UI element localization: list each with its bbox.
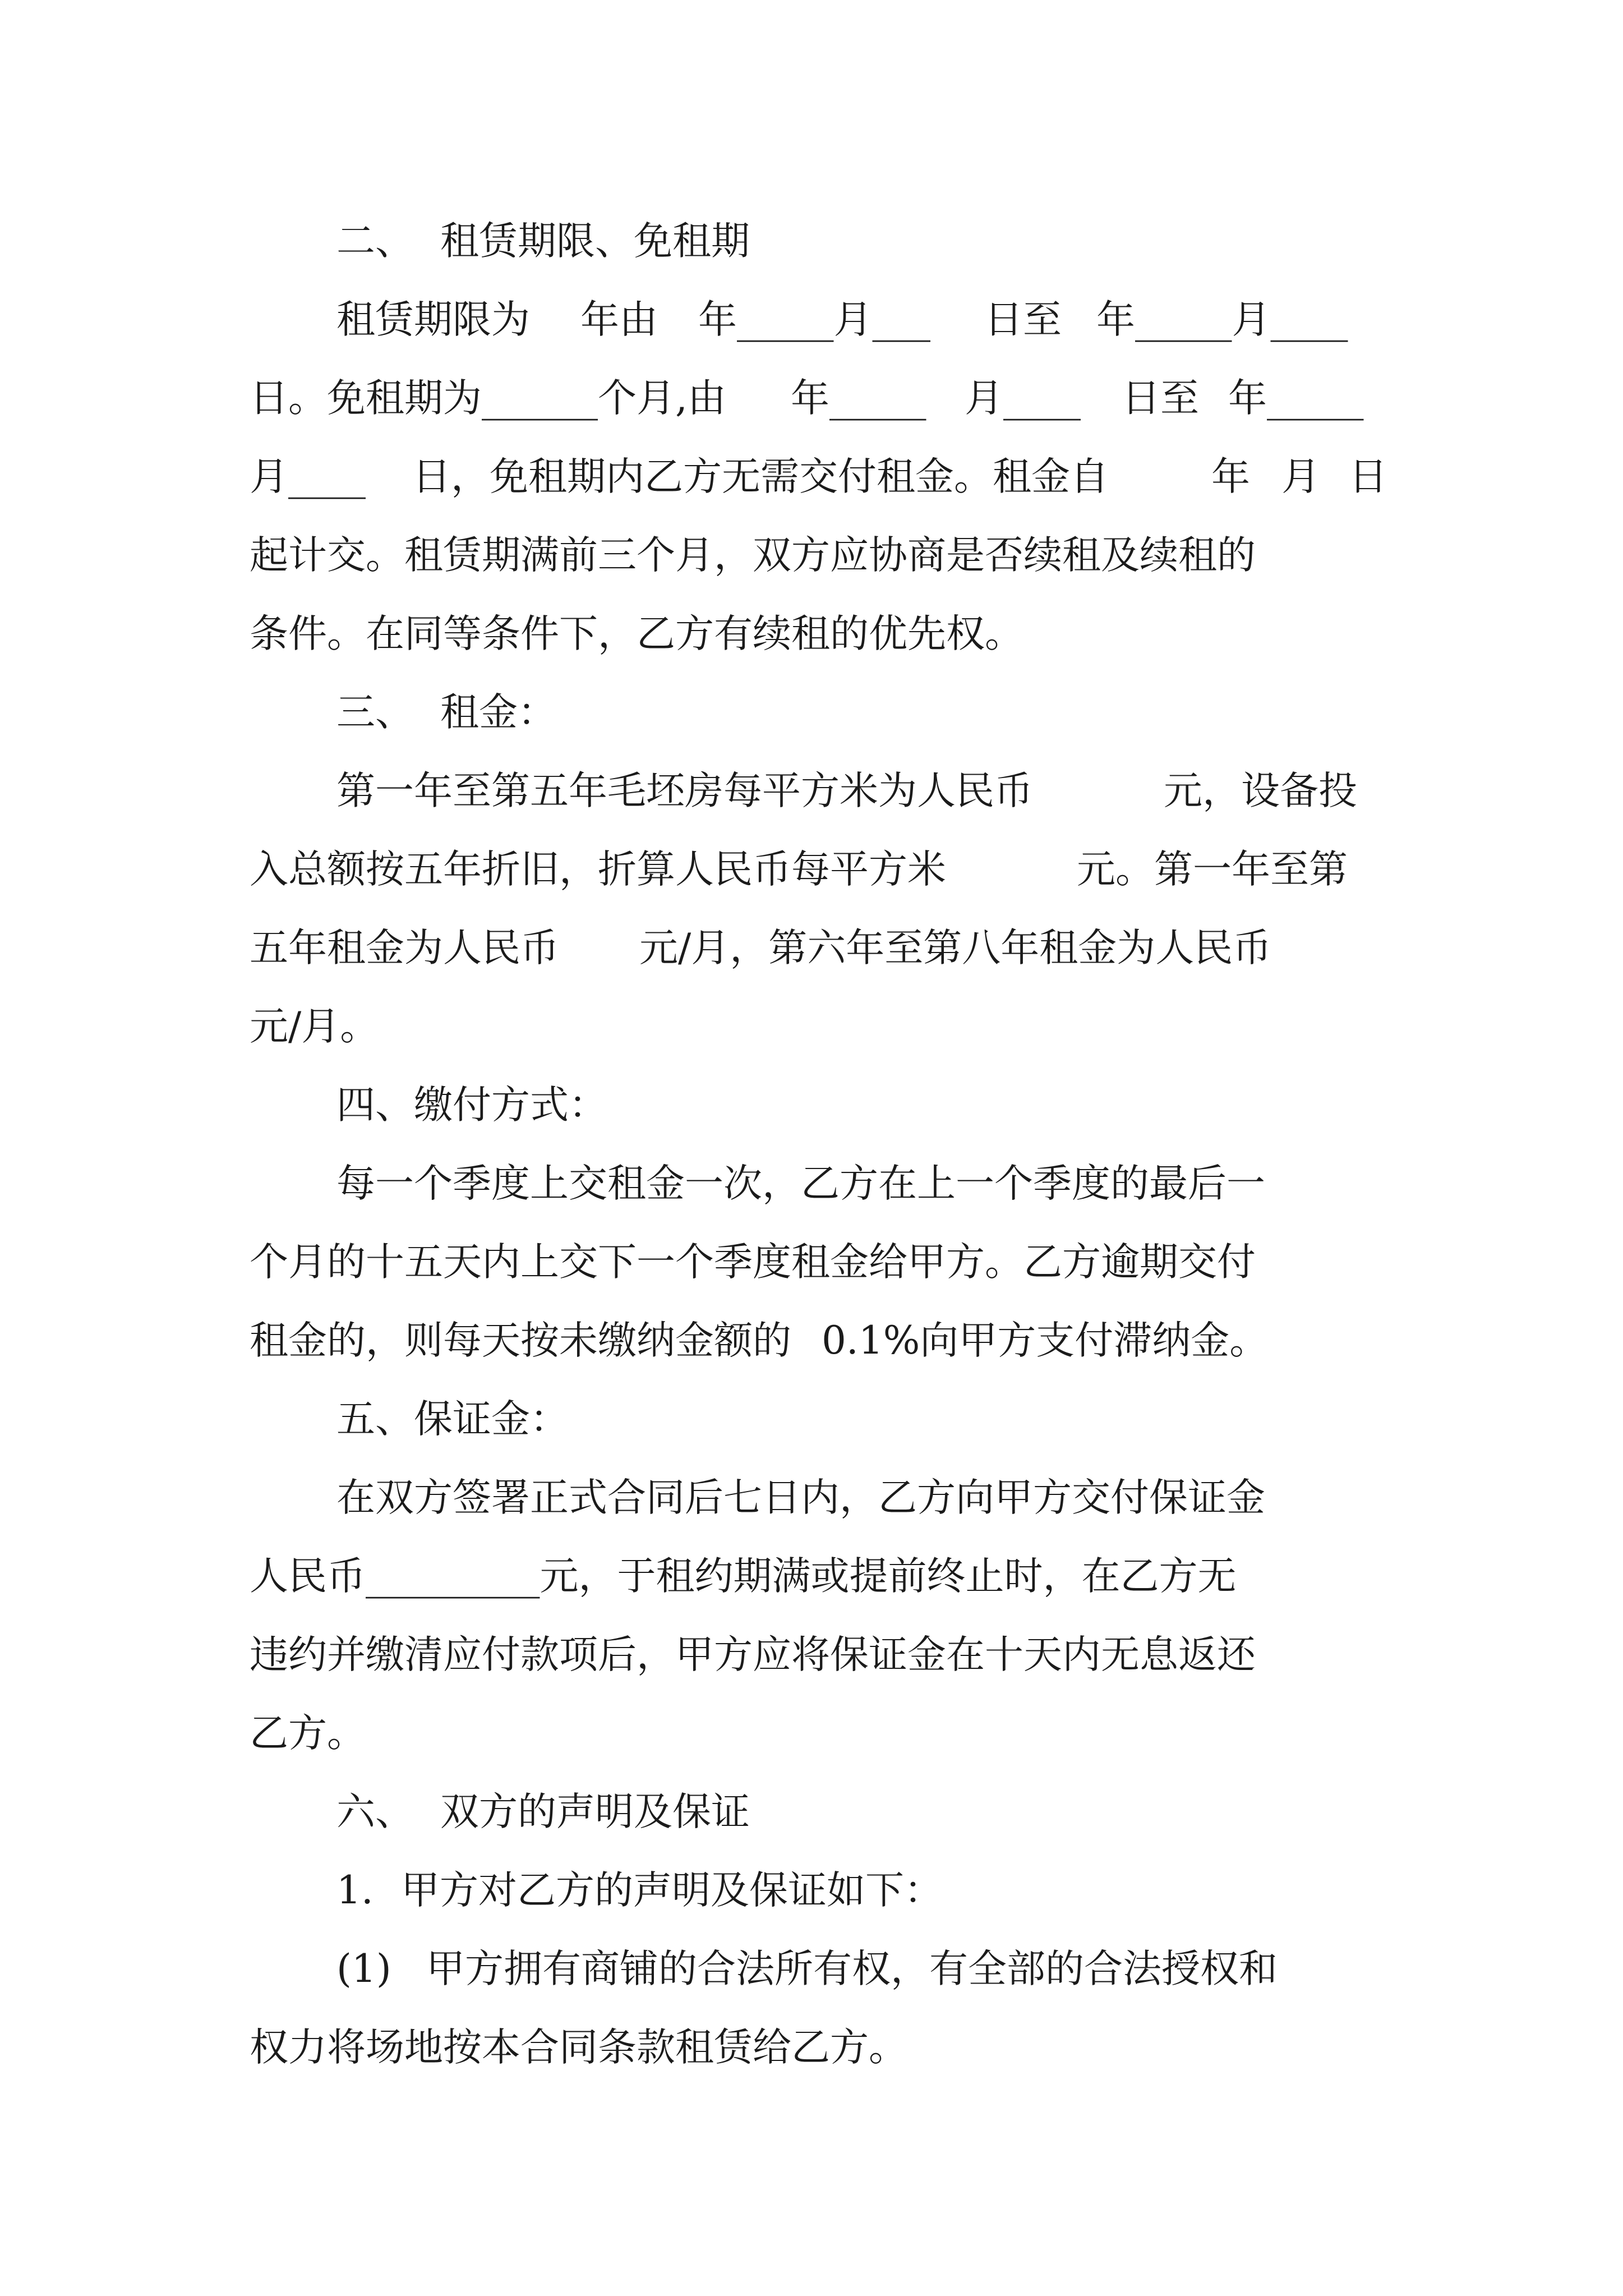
section-heading [0, 1773, 1623, 1851]
text-segment: 入总额按五年折旧，折算人民币每平方米 [250, 847, 946, 892]
section-heading [0, 673, 1623, 752]
text-segment: 年 [1211, 454, 1250, 499]
text-segment: 元，设备投 [1164, 769, 1357, 813]
paragraph-line [0, 1694, 1623, 1773]
paragraph-line [0, 1223, 1623, 1301]
list-number: 1. [336, 1868, 374, 1913]
text-segment: 年_____ [791, 376, 926, 421]
paragraph-line [0, 1144, 1623, 1223]
paragraph-line [0, 830, 1623, 909]
text-segment: 乙方。 [250, 1711, 366, 1756]
section-title: 四、缴付方式： [336, 1083, 607, 1128]
text-segment: 甲方拥有商铺的合法所有权，有全部的合法授权和 [426, 1947, 1278, 1991]
text-segment: 0.1%向甲方支付滞纳金。 [822, 1318, 1269, 1363]
text-segment: 日。免租期为______个月,由 [250, 376, 726, 421]
text-segment: 元/月，第六年至第八年租金为人民币 [639, 926, 1272, 970]
text-segment: 个月的十五天内上交下一个季度租金给甲方。乙方逾期交付 [250, 1240, 1256, 1285]
section-number: 二、 [336, 219, 414, 264]
paragraph-line [0, 2008, 1623, 2087]
section-title: 租金： [440, 690, 556, 735]
text-segment: 月____ [965, 376, 1081, 421]
text-segment: 在双方签署正式合同后七日内，乙方向甲方交付保证金 [336, 1475, 1265, 1520]
paragraph-line [0, 909, 1623, 987]
text-segment: 月____ [250, 454, 366, 499]
paragraph-line [0, 516, 1623, 595]
text-segment: 条件。在同等条件下，乙方有续租的优先权。 [250, 611, 1023, 656]
paragraph-line [0, 280, 1623, 359]
text-segment: 年_____月___ [698, 297, 930, 342]
text-segment: 人民币_________元，于租约期满或提前终止时，在乙方无 [250, 1554, 1237, 1599]
text-segment: 日至 [1122, 376, 1199, 421]
text-segment: 权力将场地按本合同条款租赁给乙方。 [250, 2025, 907, 2070]
paragraph-line [0, 1851, 1623, 1930]
text-segment: 年_____月____ [1096, 297, 1348, 342]
text-segment: 租赁期限为 [336, 297, 530, 342]
text-segment: 五年租金为人民币 [250, 926, 559, 970]
section-number: 六、 [336, 1789, 414, 1834]
text-segment: 第一年至第五年毛坯房每平方米为人民币 [336, 769, 1033, 813]
paragraph-line [0, 1930, 1623, 2008]
section-heading [0, 1380, 1623, 1458]
paragraph-line [0, 987, 1623, 1066]
section-heading [0, 1066, 1623, 1144]
paragraph-line [0, 1616, 1623, 1694]
text-segment: 元。第一年至第 [1077, 847, 1348, 892]
paragraph-line [0, 438, 1623, 516]
text-segment: 租金的，则每天按未缴纳金额的 [250, 1318, 791, 1363]
text-segment: 元/月。 [250, 1004, 379, 1049]
section-title: 租赁期限、免租期 [440, 219, 750, 264]
paragraph-line [0, 1458, 1623, 1537]
text-segment: 月 [1281, 454, 1320, 499]
paragraph-line [0, 1537, 1623, 1616]
text-segment: 日 [1349, 454, 1387, 499]
section-title: 五、保证金： [336, 1397, 569, 1442]
text-segment: 每一个季度上交租金一次，乙方在上一个季度的最后一 [336, 1161, 1265, 1206]
text-segment: 违约并缴清应付款项后，甲方应将保证金在十天内无息返还 [250, 1632, 1256, 1677]
text-segment: 日，免租期内乙方无需交付租金。租金自 [412, 454, 1109, 499]
section-number: 三、 [336, 690, 414, 735]
section-heading [0, 202, 1623, 280]
text-segment: 年_____ [1228, 376, 1364, 421]
text-segment: 起计交。租赁期满前三个月，双方应协商是否续租及续租的 [250, 533, 1256, 578]
paragraph-line [0, 752, 1623, 830]
paragraph-line [0, 1301, 1623, 1380]
section-title: 双方的声明及保证 [440, 1789, 750, 1834]
text-segment: 甲方对乙方的声明及保证如下： [401, 1868, 943, 1913]
list-number: (1) [336, 1947, 391, 1991]
text-segment: 年由 [580, 297, 658, 342]
text-segment: 日至 [984, 297, 1062, 342]
paragraph-line [0, 359, 1623, 438]
paragraph-line [0, 595, 1623, 673]
